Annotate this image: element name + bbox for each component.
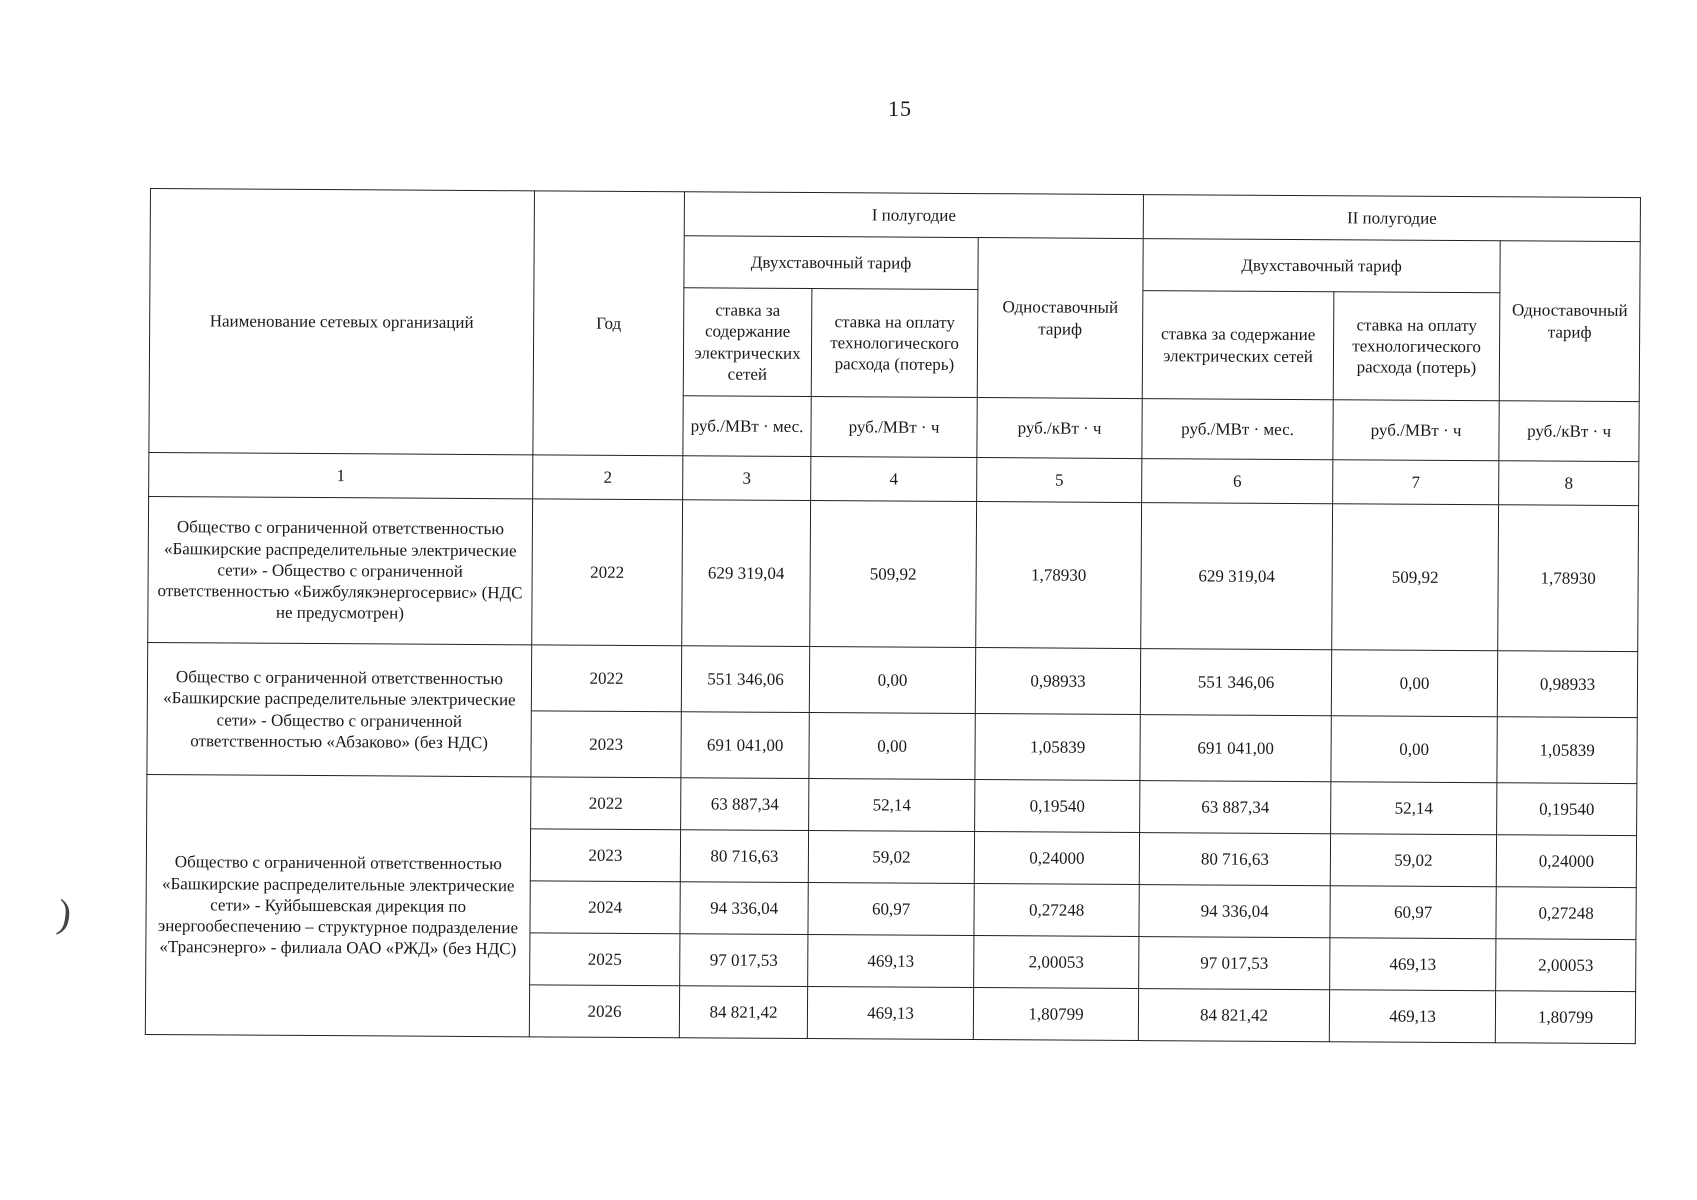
header-maintenance-rate-h2: ставка за содержание электрических сетей (1142, 291, 1334, 400)
col-number: 7 (1333, 460, 1499, 505)
value-cell: 551 346,06 (1140, 649, 1331, 716)
value-cell: 691 041,00 (681, 712, 809, 779)
header-two-rate-h1: Двухставочный тариф (684, 236, 978, 290)
value-cell: 1,05839 (1497, 717, 1637, 784)
value-cell: 2,00053 (1496, 939, 1636, 992)
value-cell: 94 336,04 (1139, 885, 1330, 938)
value-cell: 84 821,42 (679, 986, 807, 1039)
col-number: 2 (533, 455, 683, 500)
year-cell: 2025 (530, 933, 680, 986)
header-org-name: Наименование сетевых организаций (149, 189, 535, 455)
unit-c4: руб./МВт · ч (811, 397, 977, 458)
value-cell: 0,00 (809, 647, 975, 714)
year-cell: 2022 (531, 645, 681, 712)
value-cell: 0,19540 (1497, 783, 1637, 836)
header-maintenance-rate-h1: ставка за содержание электрических сетей (683, 288, 812, 397)
unit-c5: руб./кВт · ч (977, 398, 1142, 459)
header-two-rate-h2: Двухставочный тариф (1143, 239, 1500, 293)
org-name-cell: Общество с ограниченной ответственностью «Башкирские распределительные электрические сети» - Куйбышевская дирекция по энергообеспечению – структурное подразделение «Трансэнерго» - филиала ОАО «РЖД» (без НДС) (145, 774, 531, 1036)
col-number: 1 (149, 452, 533, 498)
value-cell: 59,02 (1330, 834, 1496, 887)
header-losses-rate-h1: ставка на оплату технологического расхода (потерь) (811, 289, 978, 398)
value-cell: 1,80799 (1495, 991, 1635, 1044)
unit-c6: руб./МВт · мес. (1142, 399, 1333, 460)
year-cell: 2026 (529, 985, 679, 1038)
value-cell: 629 319,04 (1141, 503, 1333, 650)
unit-c7: руб./МВт · ч (1333, 400, 1499, 461)
value-cell: 1,80799 (973, 988, 1138, 1041)
value-cell: 60,97 (808, 883, 974, 936)
table-row (147, 642, 1637, 717)
value-cell: 94 336,04 (680, 882, 808, 935)
year-cell: 2024 (530, 881, 680, 934)
page-number: 15 (888, 96, 912, 121)
value-cell: 97 017,53 (680, 934, 808, 987)
value-cell: 469,13 (1330, 938, 1496, 991)
value-cell: 84 821,42 (1138, 989, 1329, 1042)
col-number: 6 (1142, 459, 1333, 504)
value-cell: 52,14 (809, 779, 975, 832)
year-cell: 2022 (531, 777, 681, 830)
col-number: 8 (1499, 461, 1639, 506)
tariff-table (145, 188, 1641, 1044)
header-one-rate-h1: Одноставочный тариф (977, 238, 1143, 399)
value-cell: 0,98933 (1497, 651, 1637, 718)
year-cell: 2023 (531, 711, 681, 778)
unit-c8: руб./кВт · ч (1499, 401, 1639, 462)
value-cell: 0,00 (809, 713, 975, 780)
value-cell: 63 887,34 (1140, 781, 1331, 834)
value-cell: 0,24000 (1496, 835, 1636, 888)
value-cell: 63 887,34 (681, 778, 809, 831)
year-cell: 2023 (530, 829, 680, 882)
value-cell: 629 319,04 (682, 500, 811, 647)
year-cell: 2022 (532, 499, 683, 646)
org-name-cell: Общество с ограниченной ответственностью «Башкирские распределительные электрические сети» - Общество с ограниченной ответственностью «Абзаково» (без НДС) (147, 642, 532, 776)
value-cell: 469,13 (807, 987, 973, 1040)
value-cell: 0,00 (1331, 716, 1497, 783)
value-cell: 1,78930 (1498, 505, 1639, 652)
header-half2: II полугодие (1143, 195, 1640, 242)
table-row (148, 496, 1639, 651)
value-cell: 509,92 (810, 501, 977, 648)
header-year: Год (533, 191, 685, 456)
value-cell: 59,02 (808, 831, 974, 884)
table-row (147, 774, 1637, 835)
value-cell: 0,24000 (974, 832, 1139, 885)
value-cell: 0,00 (1331, 650, 1497, 717)
org-name-cell: Общество с ограниченной ответственностью «Башкирские распределительные электрические сети» - Общество с ограниченной ответственностью «Бижбулякэнергосервис» (НДС не предусмотрен) (148, 496, 533, 644)
value-cell: 0,27248 (974, 884, 1139, 937)
value-cell: 551 346,06 (681, 646, 809, 713)
header-half1: I полугодие (684, 192, 1143, 239)
value-cell: 509,92 (1332, 504, 1499, 651)
header-one-rate-h2: Одноставочный тариф (1499, 241, 1640, 402)
value-cell: 691 041,00 (1140, 715, 1331, 782)
col-number: 3 (683, 456, 811, 501)
unit-c3: руб./МВт · мес. (683, 396, 811, 457)
value-cell: 2,00053 (974, 936, 1139, 989)
value-cell: 1,05839 (975, 714, 1140, 781)
value-cell: 80 716,63 (680, 830, 808, 883)
col-number: 4 (811, 457, 977, 502)
value-cell: 97 017,53 (1139, 937, 1330, 990)
value-cell: 0,19540 (975, 780, 1140, 833)
value-cell: 0,27248 (1496, 887, 1636, 940)
header-losses-rate-h2: ставка на оплату технологического расхода (потерь) (1333, 292, 1500, 401)
margin-pen-mark: ) (54, 890, 75, 937)
value-cell: 469,13 (808, 935, 974, 988)
value-cell: 1,78930 (976, 502, 1142, 649)
value-cell: 60,97 (1330, 886, 1496, 939)
value-cell: 52,14 (1331, 782, 1497, 835)
value-cell: 80 716,63 (1139, 833, 1330, 886)
value-cell: 469,13 (1329, 990, 1495, 1043)
value-cell: 0,98933 (975, 648, 1140, 715)
col-number: 5 (977, 458, 1142, 503)
